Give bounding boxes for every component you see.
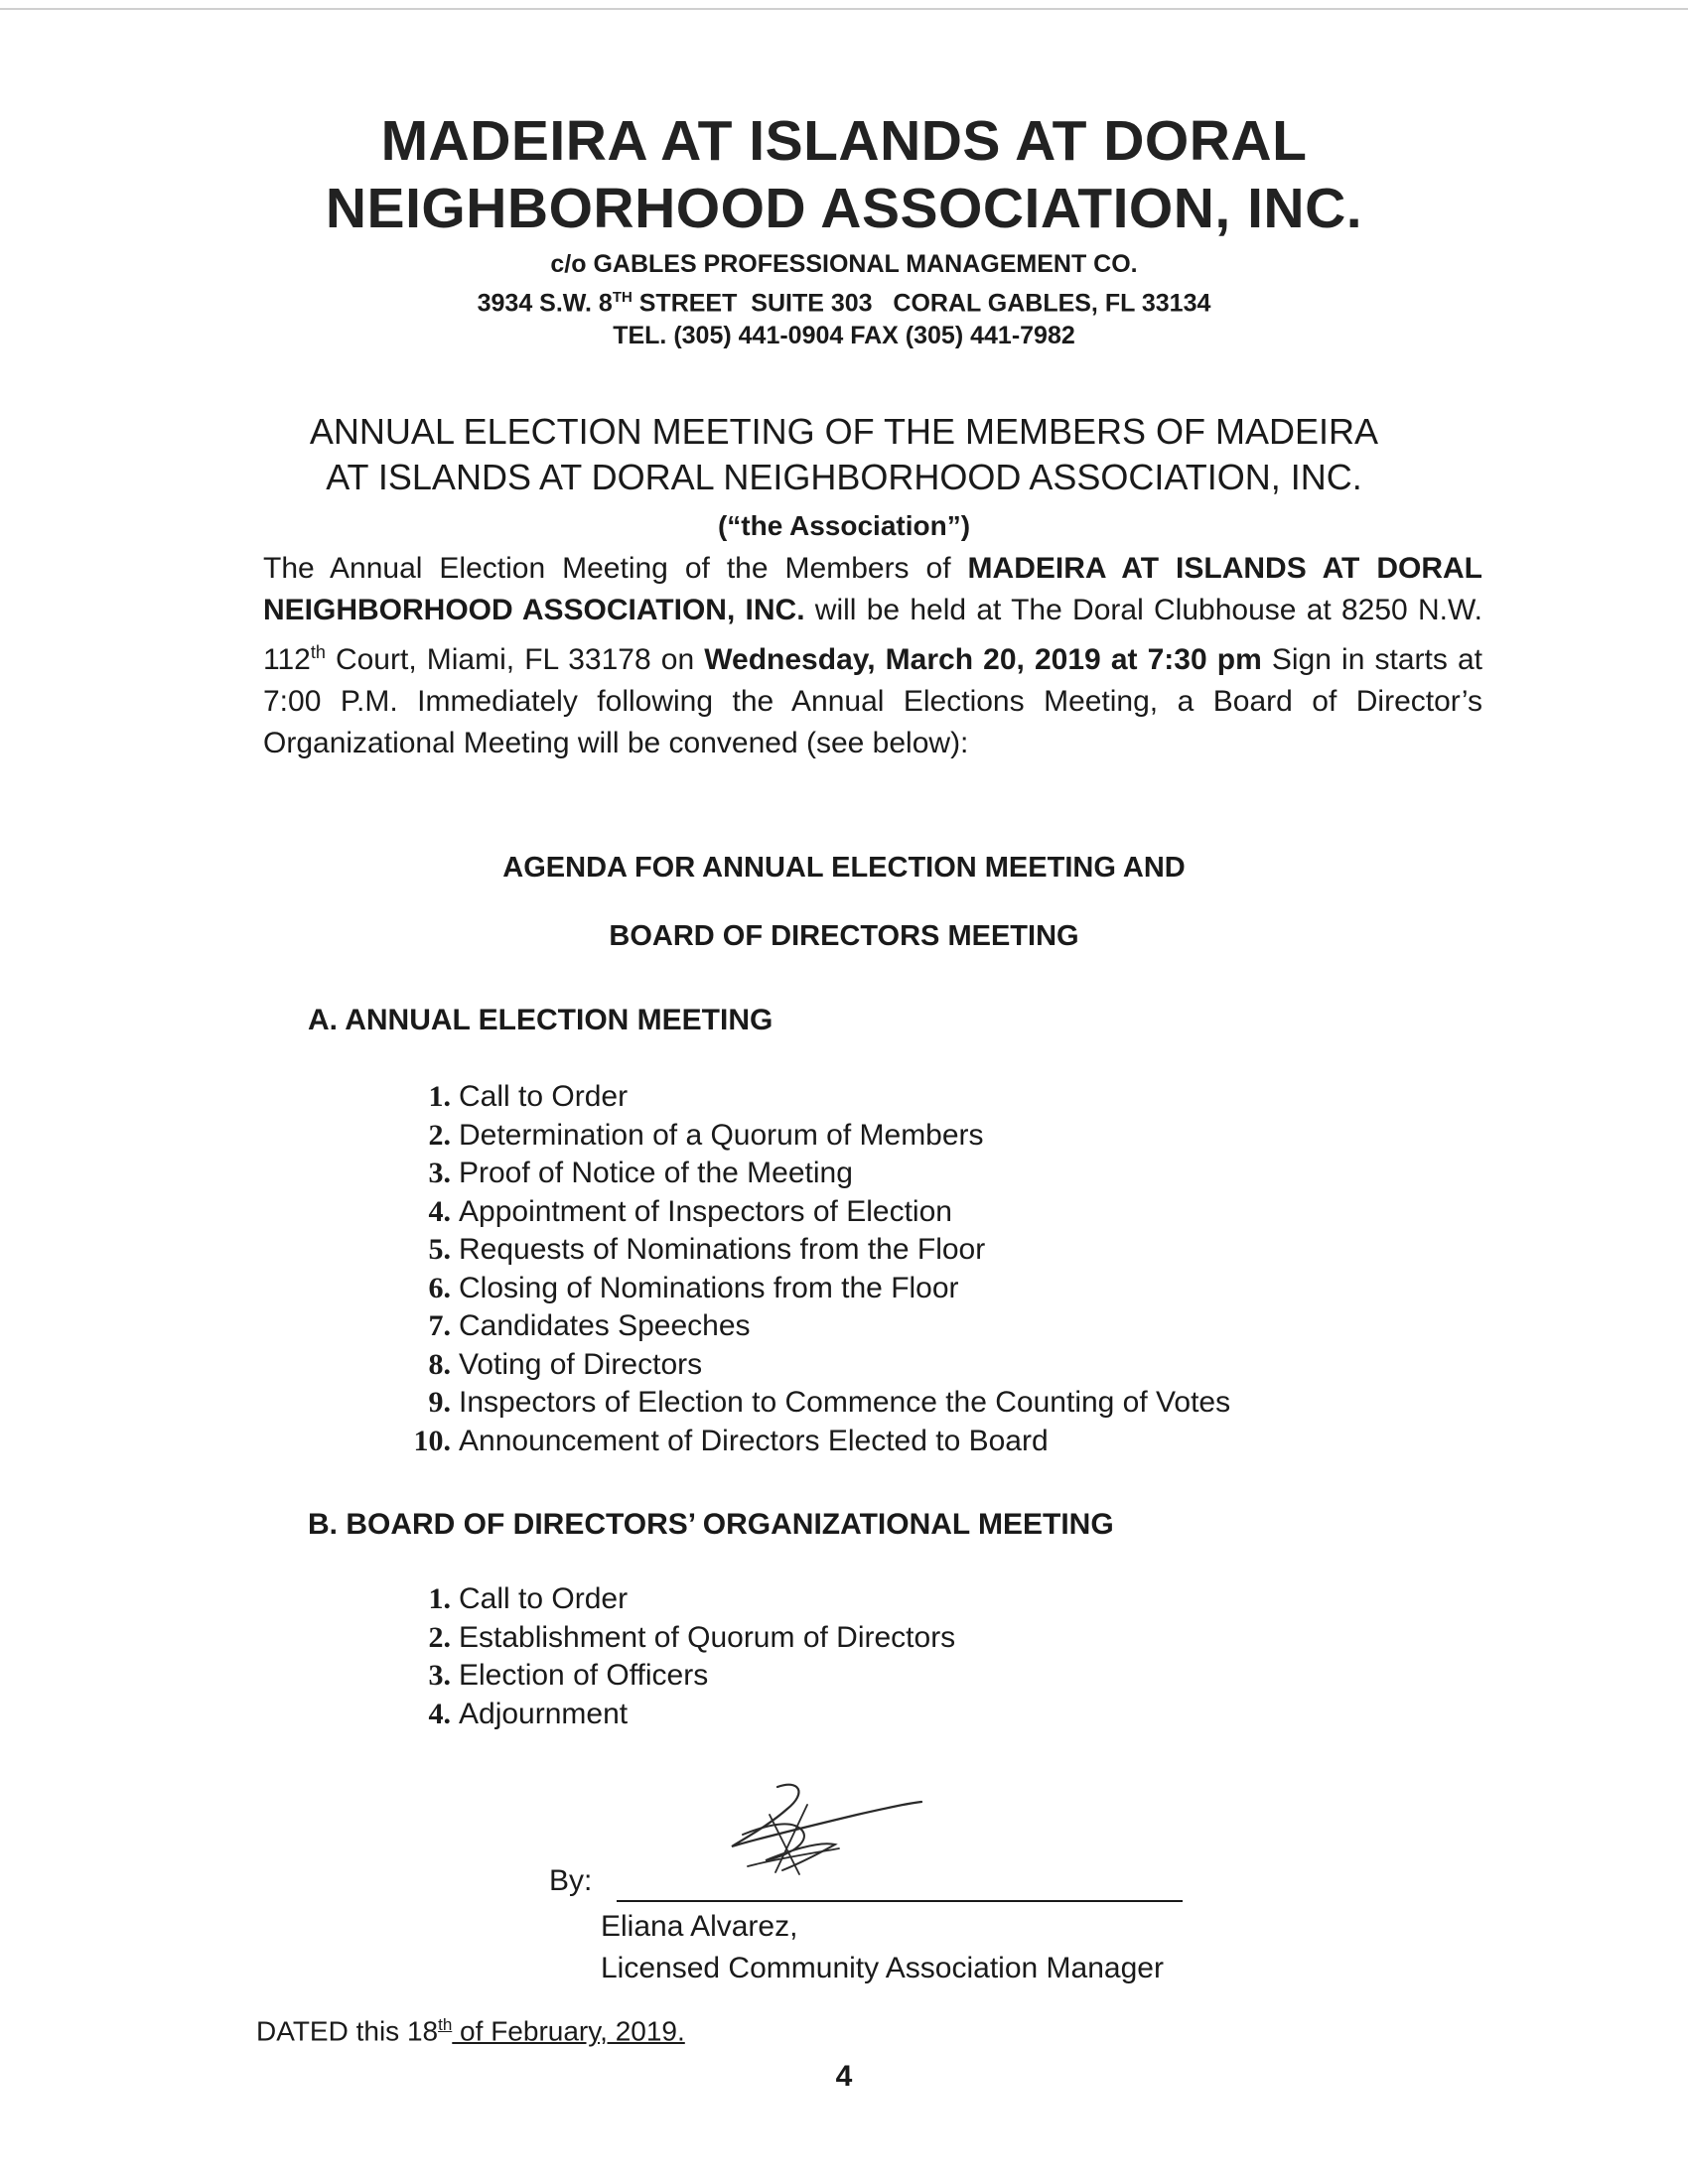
- intro-org-name: MADEIRA AT ISLANDS AT DORAL NEIGHBORHOOD ASSOCIATION, INC.: [263, 552, 1482, 626]
- agenda-item-text: Closing of Nominations from the Floor: [459, 1271, 959, 1304]
- agenda-item-text: Call to Order: [459, 1582, 629, 1615]
- dated-line: [256, 2015, 685, 2047]
- intro-text-4: Sign in starts at 7:00 P.M. Immediately following the Annual Elections Meeting, a Board of Director’s Organizational Meeting will be convened (see below):: [263, 643, 1482, 759]
- agenda-item-number: 4 .: [397, 1193, 451, 1232]
- agenda-title-line2: BOARD OF DIRECTORS MEETING: [609, 920, 1079, 952]
- agenda-item-number: 10 .: [397, 1423, 451, 1461]
- meeting-title-line2: AT ISLANDS AT DORAL NEIGHBORHOOD ASSOCIATION, INC.: [326, 457, 1362, 497]
- handwritten-signature: [708, 1775, 926, 1904]
- agenda-item: [397, 1423, 1230, 1461]
- section-b-list: [397, 1580, 955, 1733]
- agenda-item-number: 1 .: [397, 1580, 451, 1619]
- agenda-item-text: Appointment of Inspectors of Election: [459, 1194, 952, 1228]
- agenda-item: [397, 1384, 1230, 1423]
- section-a-list: [397, 1078, 1230, 1460]
- address-street: 3934 S.W. 8: [477, 289, 613, 318]
- agenda-item: [397, 1696, 955, 1734]
- agenda-item-text: Requests of Nominations from the Floor: [459, 1233, 986, 1266]
- scan-top-edge: [0, 8, 1688, 10]
- org-name-line1: MADEIRA AT ISLANDS AT DORAL: [380, 109, 1308, 173]
- agenda-item: [397, 1155, 1230, 1193]
- association-label: (“the Association”): [717, 510, 971, 541]
- agenda-title-line1: AGENDA FOR ANNUAL ELECTION MEETING AND: [502, 852, 1186, 884]
- intro-paragraph: [263, 548, 1482, 764]
- meeting-title-line1: ANNUAL ELECTION MEETING OF THE MEMBERS OF MADEIRA: [309, 411, 1379, 452]
- agenda-item: [397, 1193, 1230, 1232]
- management-company: c/o GABLES PROFESSIONAL MANAGEMENT CO.: [550, 250, 1138, 278]
- agenda-item: [397, 1346, 1230, 1385]
- agenda-item-number: 3 .: [397, 1155, 451, 1193]
- agenda-item: [397, 1307, 1230, 1346]
- agenda-item: [397, 1580, 955, 1619]
- agenda-item-number: 5 .: [397, 1231, 451, 1270]
- agenda-item-text: Announcement of Directors Elected to Board: [459, 1424, 1049, 1457]
- by-label: By:: [549, 1864, 593, 1897]
- section-b-heading: B. BOARD OF DIRECTORS’ ORGANIZATIONAL MEETING: [308, 1508, 1114, 1541]
- org-name-line2: NEIGHBORHOOD ASSOCIATION, INC.: [325, 177, 1363, 240]
- agenda-item-text: Call to Order: [459, 1080, 629, 1113]
- agenda-item: [397, 1619, 955, 1658]
- agenda-item-text: Voting of Directors: [459, 1347, 703, 1381]
- phone-fax: TEL. (305) 441-0904 FAX (305) 441-7982: [613, 322, 1075, 350]
- section-a-heading: A. ANNUAL ELECTION MEETING: [308, 1004, 774, 1036]
- agenda-item: [397, 1231, 1230, 1270]
- agenda-item-number: 9 .: [397, 1384, 451, 1423]
- address: [0, 281, 1688, 320]
- agenda-item-text: Election of Officers: [459, 1659, 709, 1692]
- agenda-item-number: 4 .: [397, 1696, 451, 1734]
- intro-text-1: The Annual Election Meeting of the Members of: [263, 552, 968, 585]
- agenda-item-text: Adjournment: [459, 1697, 629, 1730]
- intro-meeting-date: Wednesday, March 20, 2019 at 7:30 pm: [704, 643, 1262, 676]
- agenda-item-text: Candidates Speeches: [459, 1309, 751, 1342]
- agenda-item: [397, 1270, 1230, 1308]
- agenda-item-number: 6 .: [397, 1270, 451, 1308]
- dated-month-year: of February, 2019.: [452, 2015, 685, 2047]
- intro-text-3: Court, Miami, FL 33178 on: [325, 643, 705, 676]
- agenda-item-text: Establishment of Quorum of Directors: [459, 1620, 956, 1654]
- agenda-item-number: 2 .: [397, 1619, 451, 1658]
- agenda-item-text: Proof of Notice of the Meeting: [459, 1157, 853, 1189]
- signer-name: Eliana Alvarez,: [601, 1910, 798, 1943]
- agenda-item-text: Inspectors of Election to Commence the Counting of Votes: [459, 1386, 1231, 1419]
- dated-text: DATED this 18: [256, 2015, 439, 2047]
- agenda-item-number: 2 .: [397, 1117, 451, 1156]
- letterhead: [0, 107, 1688, 352]
- dated-ordinal: th: [438, 2015, 453, 2034]
- agenda-item-number: 1 .: [397, 1078, 451, 1117]
- page-number: 4: [835, 2060, 853, 2093]
- intro-ordinal: th: [310, 642, 326, 662]
- signer-title: Licensed Community Association Manager: [601, 1952, 1164, 1984]
- agenda-item-text: Determination of a Quorum of Members: [459, 1118, 984, 1152]
- meeting-title: [0, 409, 1688, 500]
- agenda-item-number: 3 .: [397, 1657, 451, 1696]
- signature-line: [617, 1900, 1183, 1902]
- agenda-item: [397, 1117, 1230, 1156]
- address-rest: STREET SUITE 303 CORAL GABLES, FL 33134: [632, 289, 1211, 318]
- intro-text-2: will be held at The Doral Clubhouse at 8250 N.W. 112: [263, 594, 1482, 676]
- agenda-item-number: 8 .: [397, 1346, 451, 1385]
- agenda-item: [397, 1657, 955, 1696]
- agenda-item: [397, 1078, 1230, 1117]
- address-ordinal: TH: [612, 289, 633, 306]
- agenda-item-number: 7 .: [397, 1307, 451, 1346]
- signer: [601, 1906, 1164, 1989]
